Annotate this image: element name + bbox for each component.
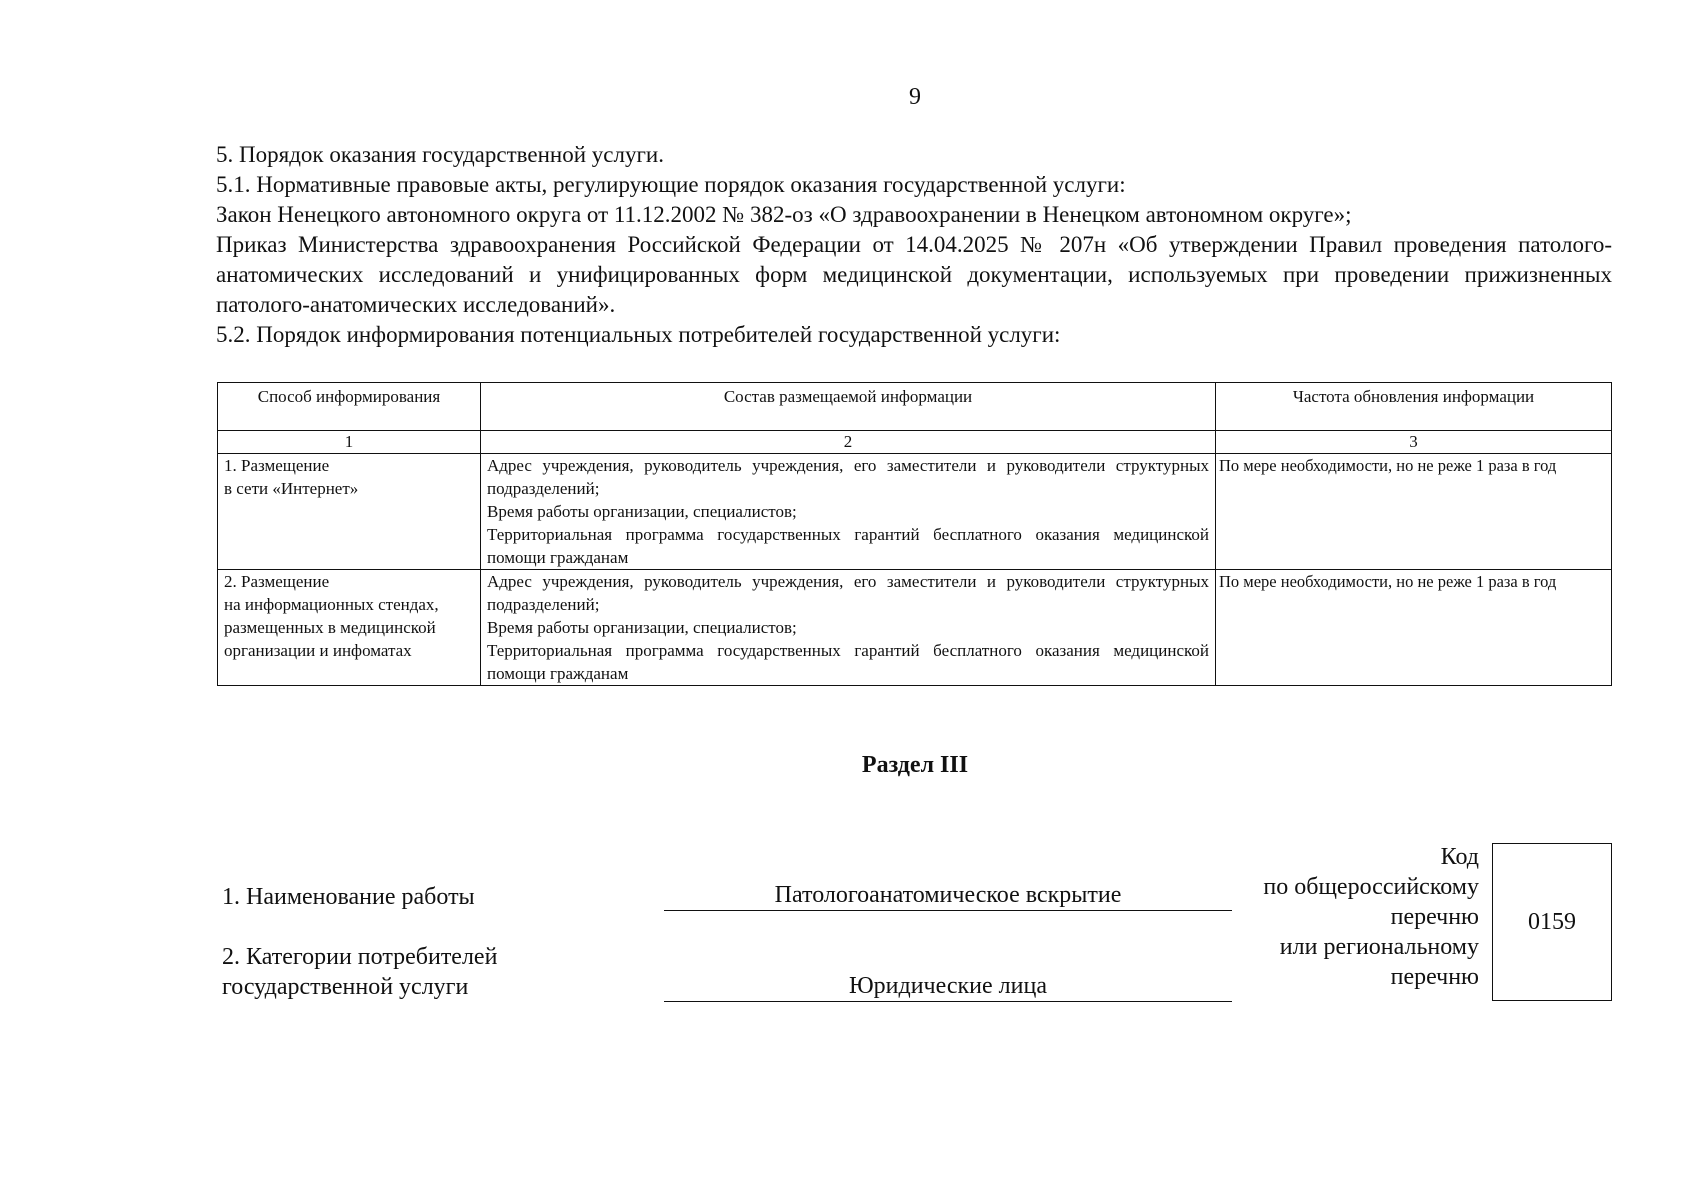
- code-value: 0159: [1528, 908, 1576, 935]
- paragraph-5: 5. Порядок оказания государственной услуги.: [216, 142, 664, 167]
- code-label: [1235, 842, 1479, 992]
- table-header-row: [218, 383, 1612, 431]
- content-cell: [481, 454, 1216, 570]
- page-number: 9: [909, 84, 921, 110]
- code-box: [1492, 843, 1612, 1001]
- consumers-label-line2: государственной услуги: [222, 974, 469, 1000]
- section-title: Раздел III: [861, 752, 969, 778]
- code-label-line: перечню: [1390, 964, 1479, 990]
- work-name-value: Патологоанатомическое вскрытие: [664, 880, 1232, 911]
- frequency-cell: По мере необходимости, но не реже 1 раза в год: [1216, 570, 1612, 686]
- code-label-line: или региональному: [1279, 934, 1479, 960]
- paragraph-order: Приказ Министерства здравоохранения Российской Федерации от 14.04.2025 № 207н «Об утверждении Правил проведения патолого-анатомических исследований и унифицированных форм медицинской документации, используемых при проведении прижизненных патолого-анатомических исследований».: [216, 232, 1612, 317]
- content-line: Время работы организации, специалистов;: [487, 618, 797, 637]
- paragraph-5-2: 5.2. Порядок информирования потенциальных потребителей государственной услуги:: [216, 322, 1061, 347]
- content-line: Территориальная программа государственных гарантий бесплатного оказания медицинской помощи гражданам: [487, 641, 1209, 683]
- content-line: Адрес учреждения, руководитель учреждения, его заместители и руководители структурных подразделений;: [487, 456, 1209, 498]
- frequency-cell: По мере необходимости, но не реже 1 раза в год: [1216, 454, 1612, 570]
- header-method: Способ информирования: [218, 383, 481, 431]
- consumers-label-line1: 2. Категории потребителей: [222, 944, 498, 970]
- column-number: 3: [1216, 431, 1612, 454]
- paragraph-law: Закон Ненецкого автономного округа от 11.12.2002 № 382-оз «О здравоохранении в Ненецком автономном округе»;: [216, 202, 1352, 227]
- code-label-line: перечню: [1390, 904, 1479, 930]
- code-label-line: по общероссийскому: [1263, 874, 1479, 900]
- column-number: 1: [218, 431, 481, 454]
- content-line: Адрес учреждения, руководитель учреждения, его заместители и руководители структурных подразделений;: [487, 572, 1209, 614]
- content-cell: [481, 570, 1216, 686]
- body-text: [216, 140, 1612, 350]
- work-name-label: 1. Наименование работы: [222, 884, 475, 910]
- consumers-value: Юридические лица: [664, 971, 1232, 1002]
- method-cell: 2. Размещение на информационных стендах, размещенных в медицинской организации и инфоматах: [218, 570, 481, 686]
- table-number-row: [218, 431, 1612, 454]
- code-label-line: Код: [1440, 844, 1479, 870]
- table-row: [218, 570, 1612, 686]
- content-line: Время работы организации, специалистов;: [487, 502, 797, 521]
- content-line: Территориальная программа государственных гарантий бесплатного оказания медицинской помощи гражданам: [487, 525, 1209, 567]
- method-cell: 1. Размещение в сети «Интернет»: [218, 454, 481, 570]
- header-content: Состав размещаемой информации: [481, 383, 1216, 431]
- column-number: 2: [481, 431, 1216, 454]
- paragraph-5-1: 5.1. Нормативные правовые акты, регулирующие порядок оказания государственной услуги:: [216, 172, 1126, 197]
- informing-table: [217, 382, 1612, 686]
- table-row: [218, 454, 1612, 570]
- header-frequency: Частота обновления информации: [1216, 383, 1612, 431]
